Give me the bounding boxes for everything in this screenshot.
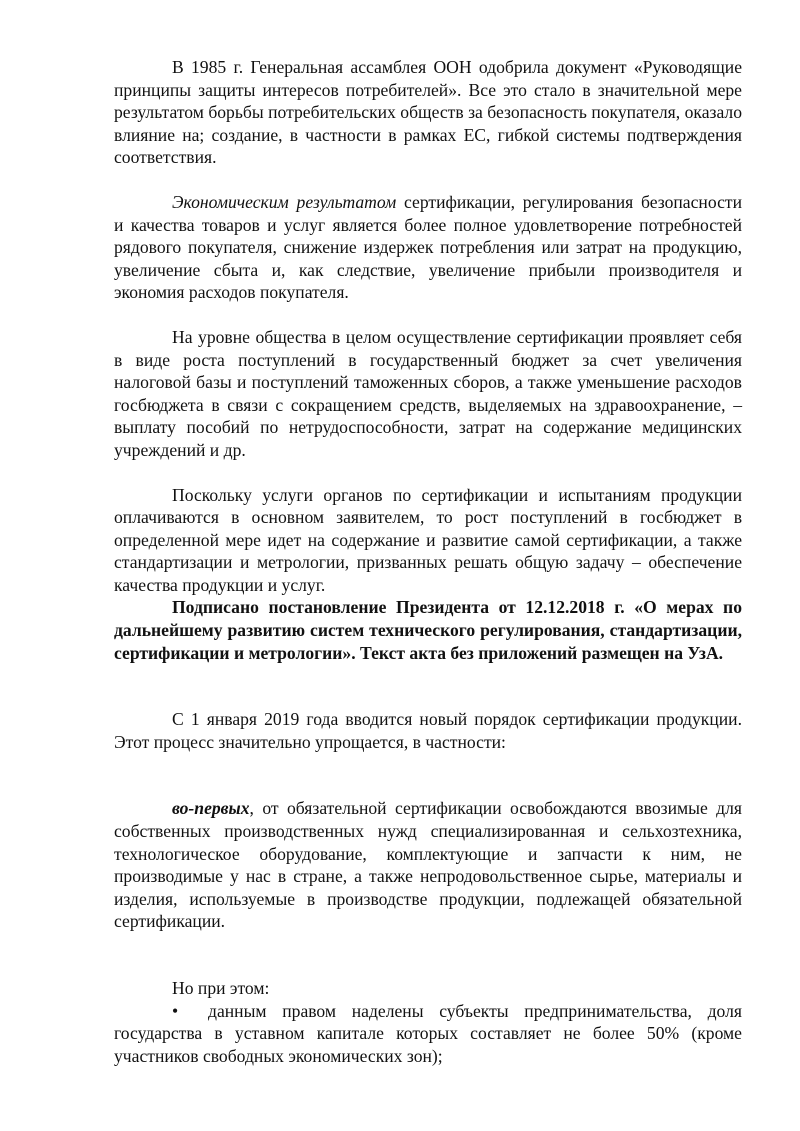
document-page — [114, 56, 742, 1067]
economic-result-text: сертификации, регулирования безопасности и качества товаров и услуг является более полное удовлетворение потребностей рядового покупателя, снижение издержек потребления или затрат на продукцию, увеличение сбыта и, как следствие, увеличение прибыли производителя и экономия расходов покупателя. — [114, 191, 742, 303]
paragraph-presidential-decree: Подписано постановление Президента от 12.12.2018 г. «О мерах по дальнейшему развитию систем технического регулирования, стандартизации, сертификации и метрологии». Текст акта без приложений размещен на УзА. — [114, 597, 742, 663]
firstly-text: , от обязательной сертификации освобождаются ввозимые для собственных производственных нужд специализированная и сельхозтехника, технологическое оборудование, комплектующие и запчасти к ним, не производимые у нас в стране, а также непродовольственное сырье, материалы и изделия, используемые в производстве продукции, подлежащей обязательной сертификации. — [114, 798, 742, 932]
firstly-term: во-первых — [172, 798, 250, 819]
list-item-text: данным правом наделены субъекты предпринимательства, доля государства в уставном капитале которых составляет не более 50% (кроме участников свободных экономических зон); — [114, 1000, 742, 1066]
paragraph-however: Но при этом: — [172, 978, 270, 998]
paragraph-new-procedure: С 1 января 2019 года вводится новый порядок сертификации продукции. Этот процесс значительно упрощается, в частности: — [114, 709, 742, 752]
paragraph-un-assembly: В 1985 г. Генеральная ассамблея ООН одобрила документ «Руководящие принципы защиты интересов потребителей». Все это стало в значительной мере результатом борьбы потребительских обществ за безопасность покупателя, оказало влияние на; создание, в частности в рамках ЕС, гибкой системы подтверждения соответствия. — [114, 57, 742, 168]
paragraph-firstly — [114, 797, 742, 933]
list-item — [114, 1000, 742, 1068]
economic-result-term: Экономическим результатом — [172, 191, 397, 212]
paragraph-economic-result — [114, 191, 742, 304]
paragraph-society-level: На уровне общества в целом осуществление сертификации проявляет себя в виде роста поступлений в государственный бюджет за счет увеличения налоговой базы и поступлений таможенных сборов, а также уменьшение расходов госбюджета в связи с сокращением средств, выделяемых на здравоохранение, – выплату пособий по нетрудоспособности, затрат на содержание медицинских учреждений и др. — [114, 326, 742, 460]
paragraph-certification-services: Поскольку услуги органов по сертификации и испытаниям продукции оплачиваются в основном заявителем, то рост поступлений в госбюджет в определенной мере идет на содержание и развитие самой сертификации, а также стандартизации и метрологии, призванных решать общую задачу – обеспечение качества продукции и услуг. — [114, 484, 742, 595]
bullet-icon: • — [172, 1000, 179, 1021]
